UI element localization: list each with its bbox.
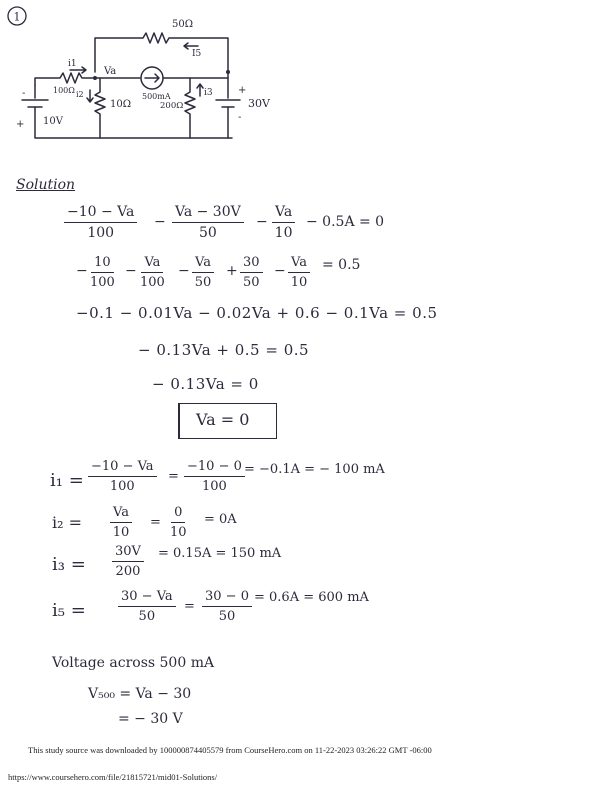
i5-frac1: $\frac{30 - Va}{50}$ (118, 589, 176, 624)
resistor-200 (185, 78, 195, 138)
eq2-lead: − (76, 263, 88, 279)
eq2-op1: − (125, 263, 137, 279)
eq2-term1: $\frac{10}{100}$ (90, 255, 115, 290)
i2-arrow (87, 90, 93, 102)
node-va (93, 76, 97, 80)
i2-eq-a: = (150, 515, 161, 530)
i3-frac1: $\frac{30V}{200}$ (112, 544, 144, 579)
eq1-term2: $\frac{Va - 30V}{50}$ (172, 204, 244, 241)
i2-lhs: i₂ = (52, 513, 83, 532)
label-r-mid: 10Ω (110, 99, 132, 110)
eq3: −0.1 − 0.01Va − 0.02Va + 0.6 − 0.1Va = 0.5 (76, 304, 438, 322)
eq5: − 0.13Va = 0 (152, 375, 259, 393)
label-source-current: 500mA (142, 92, 171, 101)
eq1-op2: − (256, 214, 268, 230)
label-va: Va (104, 66, 117, 77)
i1-frac2: $\frac{-10 - 0}{100}$ (184, 459, 245, 494)
result: Va = 0 (196, 410, 250, 429)
label-i3: i3 (204, 88, 213, 98)
label-r-right: 200Ω (160, 101, 184, 111)
resistor-10 (95, 78, 105, 138)
eq4: − 0.13Va + 0.5 = 0.5 (138, 341, 310, 359)
i2-rest: = 0A (204, 512, 237, 527)
eq2-op2: − (178, 263, 190, 279)
eq2-term2: $\frac{Va}{100}$ (140, 255, 165, 290)
i3-arrow (197, 84, 203, 96)
i1-frac1: $\frac{-10 - Va}{100}$ (88, 459, 157, 494)
eq1-op1: − (154, 214, 166, 230)
current-source-arrow (145, 74, 159, 82)
solution-heading: Solution (16, 177, 76, 193)
i5-frac2: $\frac{30 - 0}{50}$ (202, 589, 252, 624)
label-plus-left: - (22, 88, 26, 99)
v500-line1: V₅₀₀ = Va − 30 (88, 686, 192, 702)
problem-number: 1 (13, 10, 21, 24)
i3-lhs: i₃ = (52, 554, 86, 575)
node-right (226, 70, 230, 74)
eq1-term3: $\frac{Va}{10}$ (272, 204, 295, 241)
i1-lhs: i₁ = (50, 470, 84, 491)
i1-eq-a: = (168, 469, 179, 484)
eq2-term4: $\frac{30}{50}$ (240, 255, 263, 290)
eq2-op4: − (274, 263, 286, 279)
label-r-left: 100Ω (53, 86, 75, 95)
voltage-heading: Voltage across 500 mA (52, 655, 215, 671)
eq2-tail: = 0.5 (322, 257, 361, 273)
wire-main (35, 73, 140, 85)
label-i1: i1 (68, 59, 77, 69)
i3-rest: = 0.15A = 150 mA (158, 546, 282, 561)
i5-rest: = 0.6A = 600 mA (254, 590, 369, 605)
label-minus-right: - (238, 112, 242, 123)
wire-main-right (163, 72, 228, 78)
label-source-left: 10V (43, 116, 63, 127)
eq2-term5: $\frac{Va}{10}$ (288, 255, 310, 290)
eq2-term3: $\frac{Va}{50}$ (192, 255, 214, 290)
eq1-tail: − 0.5A = 0 (306, 214, 385, 230)
label-plus-right: + (238, 85, 247, 96)
i1-rest: = −0.1A = − 100 mA (244, 462, 385, 477)
eq1-term1: $\frac{-10 - Va}{100}$ (64, 204, 137, 241)
i5-eq-a: = (184, 599, 195, 614)
v500-line2: = − 30 V (118, 711, 183, 727)
wire-left-down (35, 107, 232, 138)
label-source-right: 30V (248, 97, 270, 110)
download-notice: This study source was downloaded by 100000874405579 from CourseHero.com on 11-22-2023 03:26:22 GMT -06:00 (28, 745, 432, 755)
label-r-top: 50Ω (172, 19, 194, 30)
i2-frac1: $\frac{Va}{10}$ (110, 505, 132, 540)
eq2-op3: + (226, 263, 238, 279)
label-i5: I5 (192, 49, 202, 59)
label-minus-left: + (16, 119, 25, 130)
label-i2: i2 (76, 90, 84, 99)
source-url[interactable]: https://www.coursehero.com/file/21815721/mid01-Solutions/ (8, 772, 218, 782)
i5-lhs: i₅ = (52, 600, 86, 621)
i2-frac2: $\frac{0}{10}$ (170, 505, 187, 540)
